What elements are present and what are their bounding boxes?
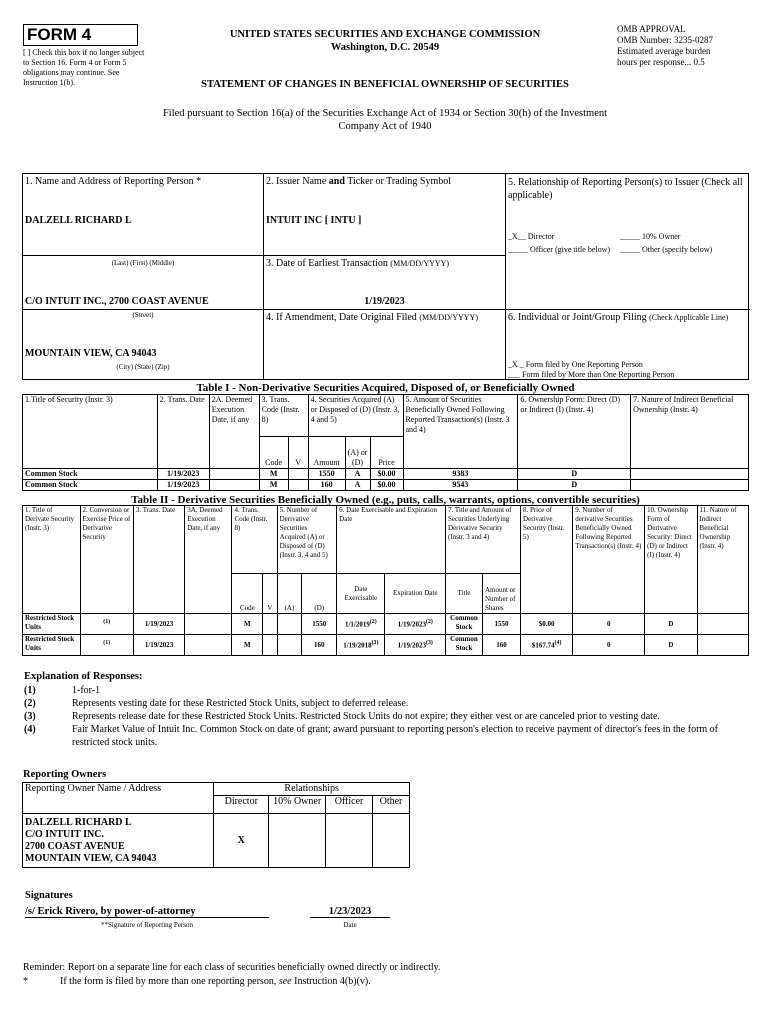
signature-date: 1/23/2023 [310, 906, 390, 918]
box6-label: 6. Individual or Joint/Group Filing (Check Applicable Line) [508, 312, 729, 323]
box1-label: 1. Name and Address of Reporting Person * [25, 176, 202, 187]
city-caption: (City) (State) (Zip) [116, 363, 170, 371]
owners-title: Reporting Owners [23, 769, 107, 780]
list-item: (2) Represents vesting date for these Restricted Stock Units, subject to deferred release. [24, 698, 409, 709]
table-row: DALZELL RICHARD L C/O INTUIT INC. 2700 COAST AVENUE MOUNTAIN VIEW, CA 94043 X [23, 814, 410, 868]
signer-name: /s/ Erick Rivero, by power-of-attorney [25, 906, 269, 918]
explanation-title: Explanation of Responses: [24, 671, 143, 682]
reporting-boxes [22, 173, 749, 380]
owners-table: Reporting Owner Name / Address Relationships Director 10% Owner Officer Other DALZELL RICHARD L C/O INTUIT INC. 2700 COAST AVENUE MOUNTAIN VIEW, CA 94043 X [22, 782, 410, 868]
name-caption: (Last) (First) (Middle) [111, 259, 175, 267]
form-title-box [23, 24, 138, 46]
table-row: Restricted Stock Units $^{(1)}$ 1/19/2023 M 1550 1/1/2019$^{(2)}$ 1/19/2023$^{(2)}$ Common Stock 1550 $0.00 0 D [23, 614, 749, 635]
reporting-person-name: DALZELL RICHARD L [25, 215, 132, 226]
reporting-city: MOUNTAIN VIEW, CA 94043 [25, 348, 157, 359]
list-item: (3) Represents release date for these Restricted Stock Units. Restricted Stock Units do not expire; they either vest or are canceled prior to vesting date. [24, 711, 660, 722]
checkbox-note: [ ] Check this box if no longer subject to Section 16. Form 4 or Form 5 obligations may continue. See Instruction 1(b). [23, 48, 145, 87]
statement-title: STATEMENT OF CHANGES IN BENEFICIAL OWNERSHIP OF SECURITIES [201, 79, 569, 90]
filing-one-person[interactable]: _X _ Form filed by One Reporting Person [508, 360, 643, 369]
date-caption: Date [343, 921, 357, 929]
footnote-star: * If the form is filed by more than one reporting person, see Instruction 4(b)(v). [23, 976, 371, 987]
table1-title: Table I - Non-Derivative Securities Acquired, Disposed of, or Beneficially Owned [196, 382, 575, 394]
table-row: Common Stock 1/19/2023 M 1550 A $0.00 9383 D [23, 469, 749, 480]
table2: 1. Title of Derivate Security (Instr. 3) 2. Conversion or Exercise Price of Derivative Security 3. Trans. Date 3A. Deemed Execution Date, if any 4. Trans. Code (Instr. 8) 5. Number of Derivative Securities Acquired (A) or Disposed of (D) (Instr. 3, 4 and 5) 6. Date Exercisable and Expiration Date 7. Title and Amount of Securities Underlying Derivative Security (Instr. 3 and 4) 8. Price of Derivative Security (Instr. 5) 9. Number of derivative Securities Beneficially Owned Following Reported Transaction(s) (Instr. 4) 10. Ownership Form of Derivative Security: Direct (D) or Indirect (I) (Instr. 4) 11. Nature of Indirect Beneficial Ownership (Instr. 4) Code V (A) (D) Date Exercisable Expiration Date Title Amount or Number of Shares Restricted Stock Units $^{(1)}$ 1/19/2023 M 1550 1/1/2019$^{(2)}$ 1/19/2023$^{(2)}$ Common Stock 1550 $0.00 0 D Restricted Stock Units $^{(1)}$ 1/19/2023 M 160 1/19/2018$^{(3)}$ 1/19/2023$^{(3)}$ Common Stock 160 $167.74$^{(4)}$ 0 D [22, 505, 749, 656]
explanation-list [22, 684, 750, 749]
filing-more-persons[interactable]: ___ Form filed by More than One Reporting Person [508, 370, 675, 379]
reporting-street: C/O INTUIT INC., 2700 COAST AVENUE [25, 296, 209, 307]
relationship-officer[interactable]: _____ Officer (give title below) [508, 245, 611, 254]
list-item: (4) Fair Market Value of Intuit Inc. Common Stock on date of grant; award pursuant to reporting person's election to receive payment of director's fees in the form of restricted stock units. [24, 724, 719, 748]
box4-label: 4. If Amendment, Date Original Filed (MM/DD/YYYY) [266, 312, 478, 323]
omb-approval: OMB APPROVAL OMB Number: 3235-0287 Estimated average burden hours per response... 0.5 [617, 24, 713, 67]
form-title: FORM 4 [27, 25, 92, 44]
relationship-ten-percent[interactable]: _____ 10% Owner [620, 232, 681, 241]
filed-pursuant: Filed pursuant to Section 16(a) of the Securities Exchange Act of 1934 or Section 30(h) of the Investment Company Act of 1940 [162, 108, 608, 132]
table-row: Restricted Stock Units $^{(1)}$ 1/19/2023 M 160 1/19/2018$^{(3)}$ 1/19/2023$^{(3)}$ Common Stock 160 $167.74$^{(4)}$ 0 D [23, 635, 749, 656]
table-row: Common Stock 1/19/2023 M 160 A $0.00 9543 D [23, 480, 749, 491]
list-item: (1) 1-for-1 [24, 685, 101, 696]
agency-line-2: Washington, D.C. 20549 [330, 42, 440, 53]
issuer-name: INTUIT INC [ INTU ] [266, 215, 362, 226]
box3-label: 3. Date of Earliest Transaction (MM/DD/YYYY) [266, 258, 450, 269]
agency-line-1: UNITED STATES SECURITIES AND EXCHANGE COMMISSION [229, 29, 541, 40]
signature-caption: **Signature of Reporting Person [101, 921, 193, 929]
table1: 1.Title of Security (Instr. 3) 2. Trans. Date 2A. Deemed Execution Date, if any 3. Trans. Code (Instr. 8) 4. Securities Acquired (A) or Disposed of (D) (Instr. 3, 4 and 5) 5. Amount of Securities Beneficially Owned Following Reported Transaction(s) (Instr. 3 and 4) 6. Ownership Form: Direct (D) or Indirect (I) (Instr. 4) 7. Nature of Indirect Beneficial Ownership (Instr. 4) Code V Amount (A) or (D) Price Common Stock 1/19/2023 M 1550 A $0.00 9383 D Common Stock 1/19/2023 M 160 A $0.00 9543 D [22, 394, 749, 491]
street-caption: (Street) [132, 311, 154, 319]
signatures-title: Signatures [25, 890, 73, 901]
reminder: Reminder: Report on a separate line for each class of securities beneficially owned directly or indirectly. [23, 962, 441, 973]
relationship-other[interactable]: _____ Other (specify below) [620, 245, 713, 254]
relationship-director[interactable]: _X__ Director [508, 232, 555, 241]
box2-label: 2. Issuer Name and Ticker or Trading Symbol [266, 176, 452, 187]
earliest-transaction-date: 1/19/2023 [364, 296, 405, 307]
box5-label: 5. Relationship of Reporting Person(s) to Issuer (Check all applicable) [508, 177, 743, 201]
agency-header [190, 28, 580, 54]
table2-title: Table II - Derivative Securities Beneficially Owned (e.g., puts, calls, warrants, options, convertible securities) [131, 494, 640, 506]
